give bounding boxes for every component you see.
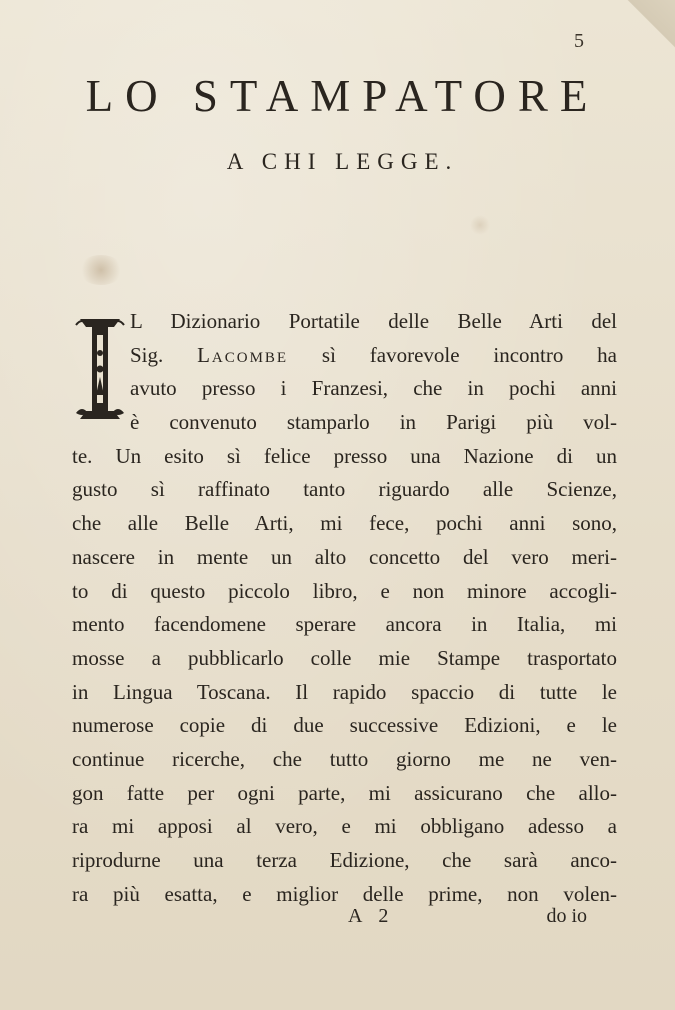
- body-text: [72, 305, 617, 911]
- page-corner-fold: [623, 0, 675, 52]
- text-line: [72, 372, 617, 406]
- text-line-content: che alle Belle Arti, mi fece, pochi anni sono,: [72, 511, 617, 536]
- signature-mark: A 2: [348, 905, 395, 927]
- text-line: [72, 507, 617, 541]
- text-line-content: mento facendomene sperare ancora in Italia, mi: [72, 612, 617, 637]
- text-line: [72, 339, 617, 373]
- page-title: LO STAMPATORE: [85, 71, 600, 121]
- text-line-content: to di questo piccolo libro, e non minore accogli-: [72, 578, 617, 603]
- text-line: [72, 473, 617, 507]
- page-mark: 5: [574, 30, 584, 52]
- text-line: [72, 844, 617, 878]
- text-line-content: mosse a pubblicarlo colle mie Stampe trasportato: [72, 645, 617, 670]
- text-line-content: avuto presso i Franzesi, che in pochi anni: [130, 376, 617, 401]
- text-line: [72, 440, 617, 474]
- text-line: [72, 406, 617, 440]
- paper-stain: [78, 255, 124, 285]
- author-name: Lacombe: [197, 342, 289, 367]
- text-line: [72, 305, 617, 339]
- text-line-content: continue ricerche, che tutto giorno me ne ven-: [72, 746, 617, 771]
- text-line: [72, 541, 617, 575]
- text-line: [72, 642, 617, 676]
- text-line-content: è convenuto stamparlo in Parigi più vol-: [130, 410, 617, 435]
- text-line: [72, 743, 617, 777]
- text-line-continuation: sì favorevole incontro ha: [288, 342, 618, 367]
- text-line: [72, 709, 617, 743]
- page-footer: [72, 905, 617, 935]
- text-line: [72, 810, 617, 844]
- page-subtitle: A CHI LEGGE.: [226, 149, 459, 174]
- text-line-content: ra mi apposi al vero, e mi obbligano adesso a: [72, 814, 617, 839]
- text-line: [72, 575, 617, 609]
- text-line-content: L Dizionario Portatile delle Belle Arti del: [130, 309, 617, 333]
- text-line: [72, 777, 617, 811]
- text-line-content: ra più esatta, e miglior delle prime, non volen-: [72, 881, 617, 906]
- text-line-content: gusto sì raffinato tanto riguardo alle Scienze,: [72, 477, 617, 502]
- text-line-content: riprodurne una terza Edizione, che sarà anco-: [72, 848, 617, 872]
- text-line-content: in Lingua Toscana. Il rapido spaccio di tutte le: [72, 679, 617, 704]
- paper-stain: [470, 215, 490, 235]
- text-line-content: te. Un esito sì felice presso una Nazione di un: [72, 443, 617, 468]
- text-line: [72, 608, 617, 642]
- text-line-content: Sig.: [130, 342, 198, 367]
- text-line-content: nascere in mente un alto concetto del vero meri-: [72, 544, 617, 569]
- text-line-content: gon fatte per ogni parte, mi assicurano che allo-: [72, 780, 617, 805]
- text-line: [72, 676, 617, 710]
- catchword: do io: [546, 905, 587, 927]
- text-line-content: numerose copie di due successive Edizioni, e le: [72, 713, 617, 738]
